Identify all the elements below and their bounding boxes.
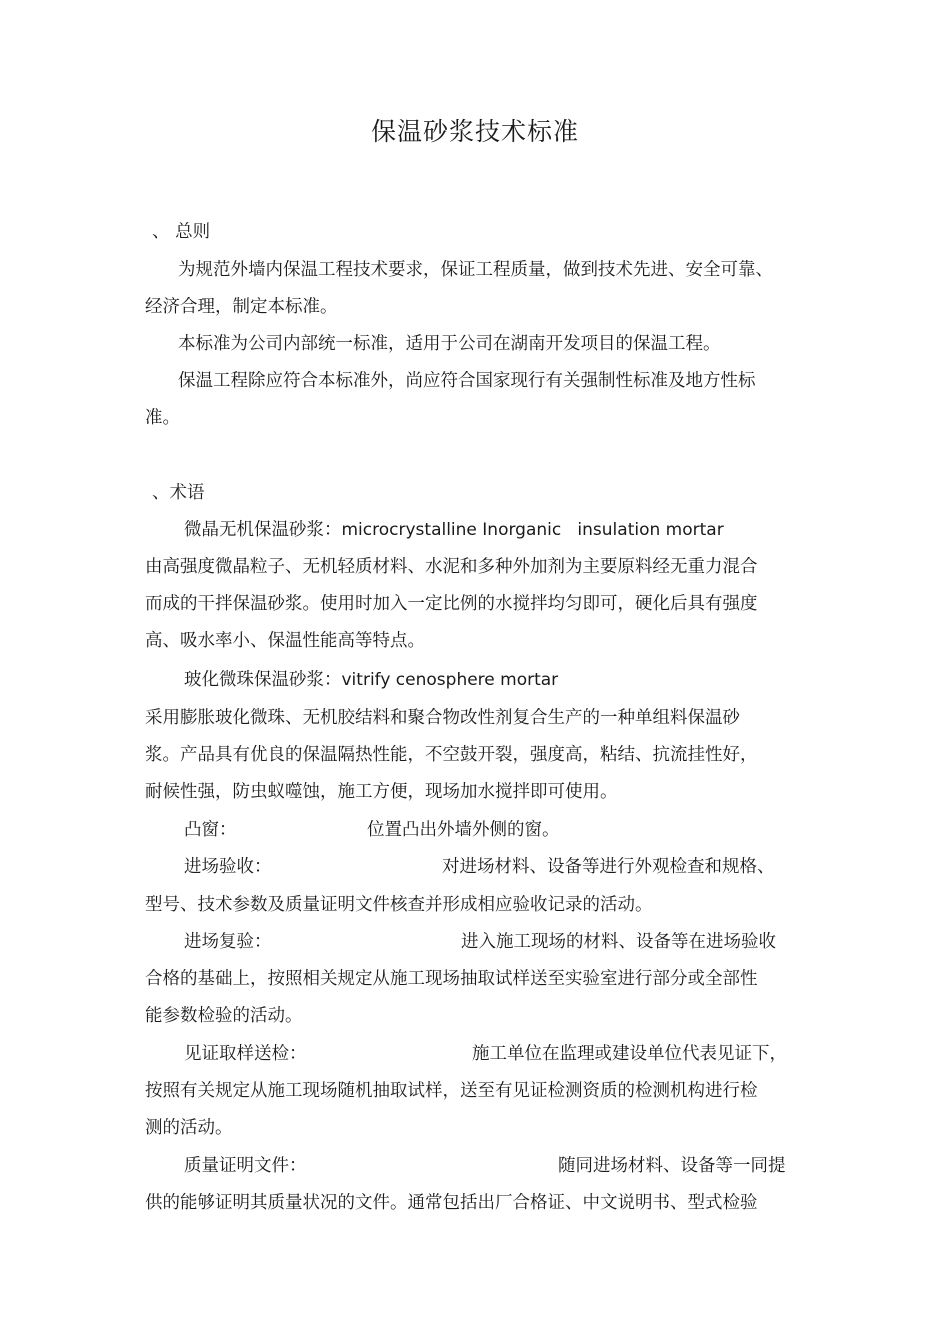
term-label: 微晶无机保温砂浆： xyxy=(184,520,342,540)
paragraph-line: 浆。产品具有优良的保温隔热性能，不空鼓开裂，强度高，粘结、抗流挂性好， xyxy=(145,745,758,765)
paragraph-line: 本标准为公司内部统一标准，适用于公司在湖南开发项目的保温工程。 xyxy=(178,334,721,354)
term-label: 质量证明文件： xyxy=(184,1156,307,1176)
page-title: 保温砂浆技术标准 xyxy=(370,117,579,146)
term-definition: 进入施工现场的材料、设备等在进场验收 xyxy=(461,932,776,952)
section-heading-terms: 、术语 xyxy=(152,483,205,503)
term-label: 进场验收： xyxy=(184,857,272,877)
paragraph-line: 合格的基础上，按照相关规定从施工现场抽取试样送至实验室进行部分或全部性 xyxy=(145,969,758,989)
paragraph-line: 经济合理，制定本标准。 xyxy=(145,297,338,317)
paragraph-line: 按照有关规定从施工现场随机抽取试样，送至有见证检测资质的检测机构进行检 xyxy=(145,1081,758,1101)
term-label: 进场复验： xyxy=(184,932,272,952)
section-heading-general: 、 总则 xyxy=(152,222,211,242)
paragraph-line: 为规范外墙内保温工程技术要求，保证工程质量，做到技术先进、安全可靠、 xyxy=(178,260,773,280)
term-label: 凸窗： xyxy=(184,820,237,840)
paragraph-line: 采用膨胀玻化微珠、无机胶结料和聚合物改性剂复合生产的一种单组料保温砂 xyxy=(145,708,740,728)
paragraph-line: 保温工程除应符合本标准外，尚应符合国家现行有关强制性标准及地方性标 xyxy=(178,371,756,391)
term-line xyxy=(184,518,724,542)
paragraph-line: 型号、技术参数及质量证明文件核查并形成相应验收记录的活动。 xyxy=(145,895,653,915)
term-label: 见证取样送检： xyxy=(184,1044,307,1064)
paragraph-line: 而成的干拌保温砂浆。使用时加入一定比例的水搅拌均匀即可，硬化后具有强度 xyxy=(145,594,758,614)
term-label: 玻化微珠保温砂浆： xyxy=(184,670,342,690)
paragraph-line: 由高强度微晶粒子、无机轻质材料、水泥和多种外加剂为主要原料经无重力混合 xyxy=(145,557,758,577)
term-english: microcrystalline Inorganic insulation mortar xyxy=(341,520,724,540)
paragraph-line: 供的能够证明其质量状况的文件。通常包括出厂合格证、中文说明书、型式检验 xyxy=(145,1193,758,1213)
term-definition: 施工单位在监理或建设单位代表见证下， xyxy=(472,1044,787,1064)
term-line xyxy=(184,668,558,692)
term-definition: 对进场材料、设备等进行外观检查和规格、 xyxy=(442,857,775,877)
term-english: vitrify cenosphere mortar xyxy=(341,670,559,690)
paragraph-line: 准。 xyxy=(145,408,180,428)
paragraph-line: 能参数检验的活动。 xyxy=(145,1006,303,1026)
paragraph-line: 测的活动。 xyxy=(145,1118,233,1138)
term-definition: 随同进场材料、设备等一同提 xyxy=(558,1156,786,1176)
paragraph-line: 耐候性强，防虫蚁噬蚀，施工方便，现场加水搅拌即可使用。 xyxy=(145,782,618,802)
paragraph-line: 高、吸水率小、保温性能高等特点。 xyxy=(145,631,425,651)
term-definition: 位置凸出外墙外侧的窗。 xyxy=(367,820,560,840)
